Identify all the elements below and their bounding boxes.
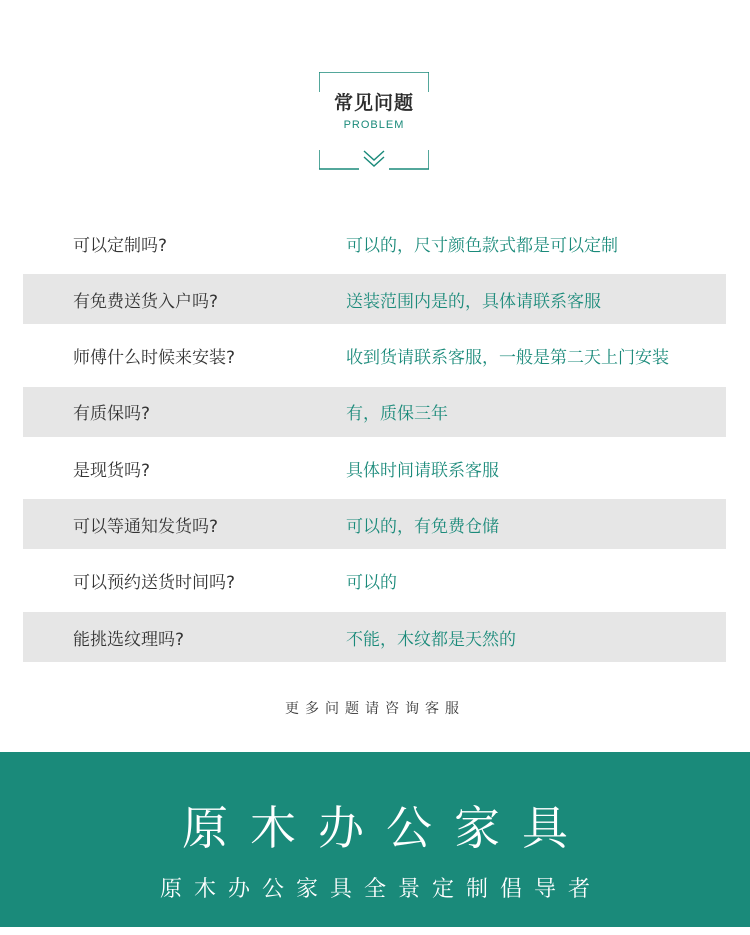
faq-row	[23, 499, 726, 549]
faq-row	[23, 274, 726, 324]
faq-answer: 有，质保三年	[346, 404, 448, 425]
faq-answer: 可以的	[346, 573, 397, 594]
section-title: 常见问题	[333, 92, 414, 114]
faq-question: 可以等通知发货吗?	[73, 516, 219, 537]
faq-answer: 送装范围内是的，具体请联系客服	[346, 291, 601, 312]
faq-row	[23, 218, 726, 268]
faq-question: 有免费送货入户吗?	[73, 291, 219, 312]
brand-title: 原木办公家具	[182, 801, 590, 855]
faq-row	[23, 387, 726, 437]
faq-row	[23, 556, 726, 606]
faq-question: 有质保吗?	[73, 404, 151, 425]
faq-answer: 收到货请联系客服，一般是第二天上门安装	[346, 348, 669, 369]
brand-slogan: 原木办公家具全景定制倡导者	[159, 877, 602, 902]
faq-question: 师傅什么时候来安装?	[73, 348, 236, 369]
bottom-strip	[0, 927, 750, 935]
faq-answer: 可以的，有免费仓储	[346, 516, 499, 537]
more-questions-note: 更多问题请咨询客服	[285, 701, 465, 717]
double-chevron-down-icon	[362, 148, 386, 168]
faq-row	[23, 331, 726, 381]
faq-question: 能挑选纹理吗?	[73, 629, 185, 650]
faq-row	[23, 443, 726, 493]
faq-answer: 具体时间请联系客服	[346, 460, 499, 481]
faq-answer: 不能，木纹都是天然的	[346, 629, 516, 650]
section-header	[319, 72, 429, 170]
faq-list	[23, 218, 726, 668]
faq-question: 可以定制吗?	[73, 235, 168, 256]
faq-row	[23, 612, 726, 662]
section-subtitle: PROBLEM	[343, 119, 405, 131]
faq-question: 是现货吗?	[73, 460, 151, 481]
brand-banner	[0, 752, 750, 927]
faq-answer: 可以的，尺寸颜色款式都是可以定制	[346, 235, 618, 256]
faq-question: 可以预约送货时间吗?	[73, 573, 236, 594]
